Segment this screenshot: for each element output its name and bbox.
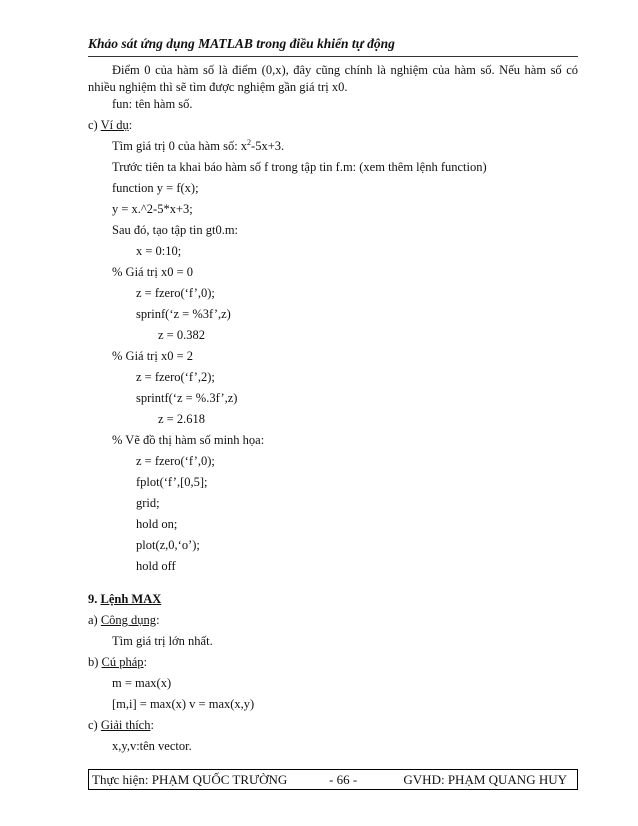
explanation-text: x,y,v:tên vector. xyxy=(112,739,192,753)
usage-suffix: : xyxy=(156,613,160,627)
explanation-prefix: c) xyxy=(88,718,101,732)
syntax-suffix: : xyxy=(143,655,148,669)
code-line: z = fzero(‘f’,0); xyxy=(136,286,215,300)
code-comment: % Giá trị x0 = 0 xyxy=(112,265,193,279)
footer-page-number: - 66 - xyxy=(329,772,358,787)
code-result: z = 2.618 xyxy=(158,412,205,426)
footer-author: Thực hiện: PHẠM QUỐC TRƯỜNG xyxy=(92,772,288,787)
example-task-tail: -5x+3. xyxy=(251,139,285,153)
explanation-heading xyxy=(88,718,154,732)
code-comment: % Giá trị x0 = 2 xyxy=(112,349,193,363)
usage-prefix: a) xyxy=(88,613,101,627)
code-line: grid; xyxy=(136,496,160,510)
example-heading xyxy=(88,118,132,132)
usage-heading xyxy=(88,613,160,627)
usage-text: Tìm giá trị lớn nhất. xyxy=(112,634,213,648)
footer-advisor: GVHD: PHẠM QUANG HUY xyxy=(403,772,567,787)
syntax-label: Cú pháp xyxy=(101,655,144,669)
example-task-exponent: 2 xyxy=(247,137,252,147)
example-then: Sau đó, tạo tập tin gt0.m: xyxy=(112,223,239,237)
explanation-suffix: : xyxy=(150,718,154,732)
code-line: hold on; xyxy=(136,517,178,531)
code-comment: % Vẽ đồ thị hàm số minh họa: xyxy=(112,433,265,447)
code-line: z = fzero(‘f’,2); xyxy=(136,370,215,384)
syntax-heading xyxy=(88,655,147,669)
section-9-title: Lệnh MAX xyxy=(100,592,162,606)
page-footer xyxy=(88,769,578,790)
intro-paragraph: Điểm 0 của hàm số là điểm (0,x), đây cũng chính là nghiệm của hàm số. Nếu hàm số có nhiều nghiệm thì sẽ tìm được nghiệm gần giá trị x0. xyxy=(88,63,578,94)
section-9-heading xyxy=(88,592,161,606)
code-result: z = 0.382 xyxy=(158,328,205,342)
header-divider xyxy=(88,56,578,57)
syntax-line: m = max(x) xyxy=(112,676,172,690)
fun-description: fun: tên hàm số. xyxy=(112,97,193,111)
code-line: fplot(‘f’,[0,5]; xyxy=(136,475,208,489)
explanation-label: Giải thích xyxy=(100,718,151,732)
code-line: x = 0:10; xyxy=(136,244,182,258)
syntax-prefix: b) xyxy=(88,655,102,669)
example-heading-prefix: c) xyxy=(88,118,101,132)
usage-label: Công dụng xyxy=(100,613,157,627)
code-line: y = x.^2-5*x+3; xyxy=(112,202,193,216)
code-line: plot(z,0,‘o’); xyxy=(136,538,200,552)
code-line: z = fzero(‘f’,0); xyxy=(136,454,215,468)
example-heading-suffix: : xyxy=(128,118,133,132)
example-declare: Trước tiên ta khai báo hàm số f trong tập tin f.m: (xem thêm lệnh function) xyxy=(112,160,487,174)
example-heading-label: Ví dụ xyxy=(100,118,129,132)
code-line: hold off xyxy=(136,559,176,573)
page-header-title: Khảo sát ứng dụng MATLAB trong điều khiển tự động xyxy=(88,36,395,51)
code-line: sprintf(‘z = %.3f’,z) xyxy=(136,391,238,405)
code-line: sprinf(‘z = %3f’,z) xyxy=(136,307,231,321)
syntax-line: [m,i] = max(x) v = max(x,y) xyxy=(112,697,255,711)
example-task-text: Tìm giá trị 0 của hàm số: x xyxy=(112,139,248,153)
example-task xyxy=(112,139,284,153)
section-9-number: 9. xyxy=(88,592,101,606)
code-line: function y = f(x); xyxy=(112,181,199,195)
